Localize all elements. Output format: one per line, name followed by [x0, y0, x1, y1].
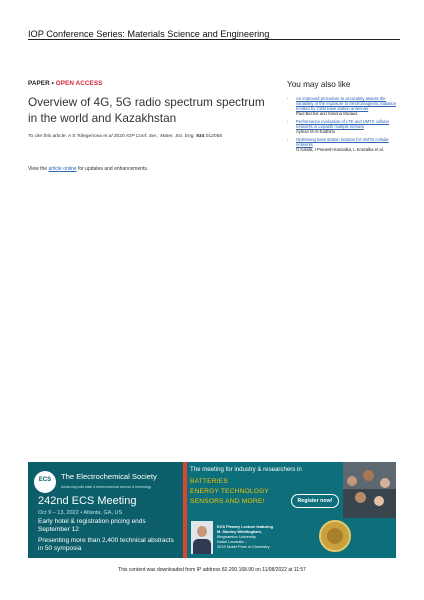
ecs-logo-text: ECS	[38, 477, 52, 483]
related-item	[287, 137, 399, 152]
related-authors: Ayman M Al-Kadhimi	[296, 129, 335, 135]
download-footer: This content was downloaded from IP address 82.200.168.90 on 11/08/2022 at 11:57	[118, 567, 306, 573]
related-item	[287, 96, 399, 116]
ecs-meeting-advertisement[interactable]	[28, 462, 396, 558]
related-authors: Paul Bechet and Simona Miclaus	[296, 111, 358, 117]
cite-year: 2020	[112, 134, 127, 139]
keyword-sensors: SENSORS AND MORE!	[190, 498, 265, 505]
plenary-lecture-text	[217, 524, 317, 549]
cite-journal: IOP Conf. Ser.: Mater. Sci. Eng.	[126, 134, 195, 139]
speaker-photo	[191, 521, 213, 554]
related-link[interactable]: Performance evaluation of LTE and UMTS cellular networks in Lepatith multiple forrains	[296, 118, 390, 129]
article-title: Overview of 4G, 5G radio spectrum spectrum in the world and Kazakhstan	[28, 95, 265, 125]
article-online-link[interactable]: article online	[48, 166, 77, 172]
ad-right-panel	[187, 462, 396, 558]
related-articles-panel	[287, 80, 399, 154]
tag-separator: •	[49, 80, 56, 87]
related-authors: G Kalafa, I Pranesh-Koszalka, L Koszalka et al.	[296, 146, 384, 152]
register-now-button[interactable]: Register now!	[291, 494, 339, 508]
society-motto: Advancing solid state & electrochemical science & technology	[61, 485, 152, 489]
cite-prefix: To cite this article: A S Tolegenova	[28, 134, 104, 139]
lecture-speaker: M. Stanley Whittingham,	[217, 529, 262, 535]
related-heading: You may also like	[287, 80, 351, 89]
open-access-label: OPEN ACCESS	[55, 80, 103, 87]
article-type-tag	[28, 80, 102, 87]
presenting-note: Presenting more than 2,400 technical abstracts in 50 symposia	[38, 537, 174, 552]
related-link[interactable]: Optimising base station location for UMTS cellular networks	[296, 136, 389, 147]
meeting-title: 242nd ECS Meeting	[38, 495, 137, 507]
citation-line	[28, 134, 278, 139]
cite-etal: et al	[103, 134, 113, 139]
society-name	[61, 472, 176, 492]
meeting-dates: Oct 9 – 13, 2022 • Atlanta, GA, US	[38, 510, 123, 516]
lecture-title: ECS Plenary Lecture featuring	[217, 524, 273, 529]
bullet-icon: -	[287, 136, 289, 142]
keyword-batteries: BATTERIES	[190, 478, 228, 485]
journal-series-title: IOP Conference Series: Materials Science and Engineering	[28, 29, 270, 39]
society-title: The Electrochemical Society	[61, 472, 157, 481]
pricing-note: Early hotel & registration pricing ends September 12	[38, 518, 146, 533]
bullet-icon: -	[287, 96, 289, 101]
nobel-medal-icon	[319, 520, 351, 552]
lecture-honor: Nobel Laureate –	[217, 539, 247, 545]
lecture-affiliation: Binghamton University	[217, 534, 256, 540]
audience-photo	[343, 462, 396, 518]
related-link[interactable]: An improved procedure to accurately assess the variability of the exposure to electromagnetic radiation emitted by GSM base station antennas	[296, 96, 397, 112]
view-online-line	[28, 166, 148, 172]
meeting-for-text: The meeting for industry & researchers in	[190, 466, 302, 473]
related-item	[287, 119, 399, 134]
cite-number: 012055	[204, 134, 223, 139]
paper-label: PAPER	[28, 80, 50, 87]
ecs-logo-icon	[34, 471, 56, 493]
cite-volume: 934	[194, 134, 205, 139]
view-prefix: View the	[28, 166, 49, 172]
journal-header	[28, 24, 400, 40]
view-suffix: for updates and enhancements.	[76, 166, 149, 172]
keyword-energy: ENERGY TECHNOLOGY	[190, 488, 270, 495]
ad-left-panel	[28, 462, 183, 558]
lecture-prize: 2019 Nobel Prize in Chemistry	[217, 544, 270, 550]
bullet-icon: -	[287, 118, 289, 124]
